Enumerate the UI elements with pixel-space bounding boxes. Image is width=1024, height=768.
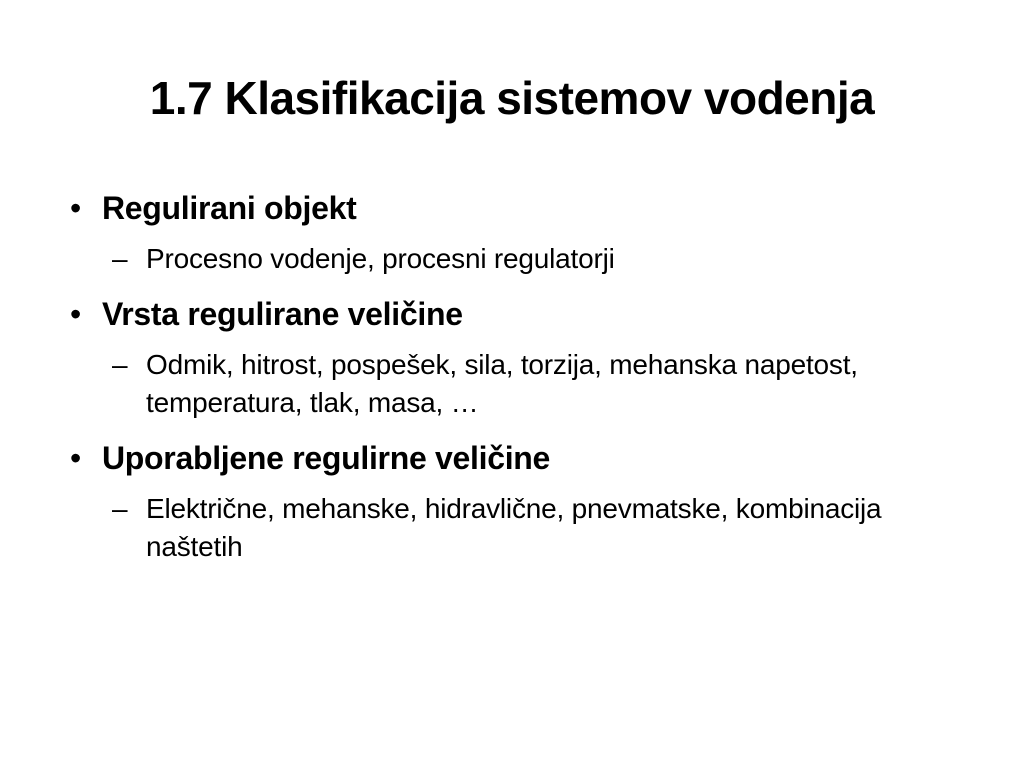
bullet-list (66, 186, 966, 566)
bullet-icon: • (70, 440, 81, 476)
bullet-heading: Uporabljene regulirne veličine (102, 440, 551, 476)
dash-icon: – (112, 349, 128, 380)
sub-item-regulirani-objekt (112, 240, 966, 278)
sub-item-text: Procesno vodenje, procesni regulatorji (146, 243, 615, 274)
bullet-heading: Regulirani objekt (102, 190, 357, 226)
bullet-icon: • (70, 296, 81, 332)
bullet-item-vrsta-regulirane-velicine (66, 292, 966, 336)
dash-icon: – (112, 243, 128, 274)
sub-item-vrsta-regulirane-velicine (112, 346, 966, 422)
bullet-icon: • (70, 190, 81, 226)
bullet-item-uporabljene-regulirne-velicine (66, 436, 966, 480)
sub-item-uporabljene-regulirne-velicine (112, 490, 966, 566)
sub-item-text: Električne, mehanske, hidravlične, pnevmatske, kombinacija naštetih (146, 493, 882, 562)
slide-title: 1.7 Klasifikacija sistemov vodenja (149, 72, 875, 124)
dash-icon: – (112, 493, 128, 524)
bullet-heading: Vrsta regulirane veličine (102, 296, 463, 332)
bullet-item-regulirani-objekt (66, 186, 966, 230)
sub-item-text: Odmik, hitrost, pospešek, sila, torzija, mehanska napetost, temperatura, tlak, masa, … (146, 349, 858, 418)
